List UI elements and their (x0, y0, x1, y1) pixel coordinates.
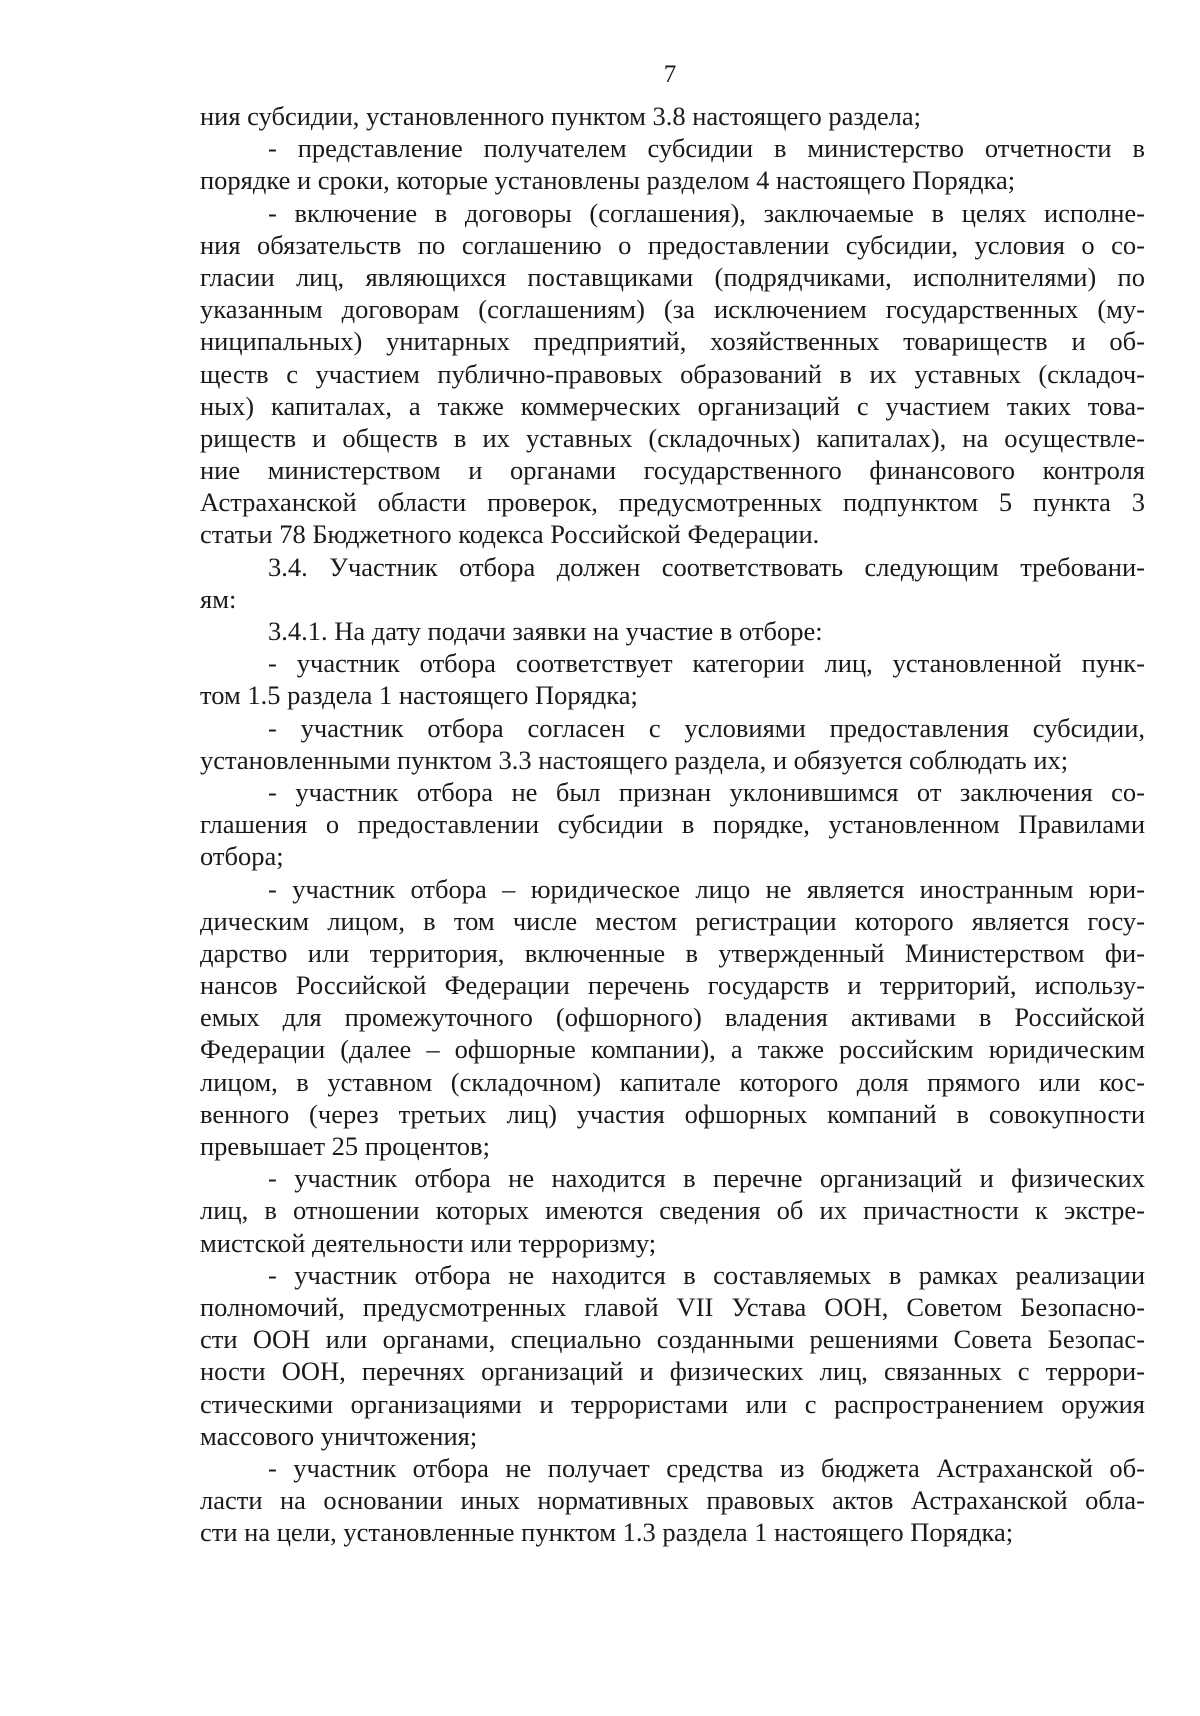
text-line: отбора; (200, 841, 284, 872)
text-line: риществ и обществ в их уставных (складочных) капиталах), на осуществле- (200, 422, 1145, 453)
text-line: ям: (200, 583, 237, 614)
text-line: ния обязательств по соглашению о предоставлении субсидии, условия о со- (200, 229, 1145, 260)
text-line: 3.4. Участник отбора должен соответствовать следующим требовани- (268, 551, 1145, 582)
text-line: - участник отбора не получает средства из бюджета Астраханской об- (268, 1452, 1145, 1483)
page-number: 7 (663, 61, 677, 88)
text-line: - представление получателем субсидии в министерство отчетности в (268, 133, 1145, 164)
paragraph (200, 197, 1145, 551)
paragraph (200, 647, 1145, 711)
text-line: венного (через третьих лиц) участия офшорных компаний в совокупности (200, 1098, 1145, 1129)
paragraph (200, 1452, 1145, 1549)
text-line: массового уничтожения; (200, 1420, 478, 1451)
text-line: - участник отбора не находится в составляемых в рамках реализации (268, 1259, 1145, 1290)
text-line: ласти на основании иных нормативных правовых актов Астраханской обла- (200, 1485, 1145, 1516)
text-line: полномочий, предусмотренных главой VII Устава ООН, Советом Безопасно- (200, 1291, 1145, 1322)
text-line: гласии лиц, являющихся поставщиками (подрядчиками, исполнителями) по (200, 261, 1145, 292)
text-line: ния субсидии, установленного пунктом 3.8 настоящего раздела; (200, 101, 921, 131)
text-line: - участник отбора соответствует категории лиц, установленной пунк- (268, 648, 1145, 679)
text-line: дическим лицом, в том числе местом регистрации которого является госу- (200, 905, 1145, 936)
text-line: 3.4.1. На дату подачи заявки на участие в отборе: (268, 616, 823, 646)
text-line: емых для промежуточного (офшорного) владения активами в Российской (200, 1002, 1145, 1033)
paragraph (200, 551, 1145, 615)
text-line: лицом, в уставном (складочном) капитале которого доля прямого или кос- (200, 1066, 1145, 1097)
paragraph (200, 100, 1145, 132)
text-line: ности ООН, перечнях организаций и физических лиц, связанных с террори- (200, 1356, 1145, 1387)
text-line: Астраханской области проверок, предусмотренных подпунктом 5 пункта 3 (200, 487, 1145, 518)
text-line: дарство или территория, включенные в утвержденный Министерством фи- (200, 937, 1145, 968)
text-line: ниципальных) унитарных предприятий, хозяйственных товариществ и об- (200, 326, 1145, 357)
paragraph (200, 712, 1145, 776)
paragraph (200, 615, 1145, 647)
text-line: сти ООН или органами, специально созданными решениями Совета Безопас- (200, 1324, 1145, 1355)
text-line: - участник отбора согласен с условиями предоставления субсидии, (268, 712, 1145, 743)
text-line: - включение в договоры (соглашения), заключаемые в целях исполне- (268, 197, 1145, 228)
paragraph (200, 132, 1145, 196)
document-body (200, 100, 1145, 1548)
text-line: ных) капиталах, а также коммерческих организаций с участием таких това- (200, 390, 1145, 421)
text-line: стическими организациями и террористами или с распространением оружия (200, 1388, 1145, 1419)
text-line: мистской деятельности или терроризму; (200, 1227, 657, 1258)
text-line: нансов Российской Федерации перечень государств и территорий, использу- (200, 970, 1145, 1001)
text-line: установленными пунктом 3.3 настоящего раздела, и обязуется соблюдать их; (200, 744, 1069, 775)
text-line: порядке и сроки, которые установлены разделом 4 настоящего Порядка; (200, 165, 1016, 196)
text-line: превышает 25 процентов; (200, 1131, 490, 1161)
text-line: том 1.5 раздела 1 настоящего Порядка; (200, 680, 638, 711)
text-line: сти на цели, установленные пунктом 1.3 раздела 1 настоящего Порядка; (200, 1517, 1014, 1548)
text-line: - участник отбора не находится в перечне организаций и физических (268, 1163, 1145, 1194)
text-line: глашения о предоставлении субсидии в порядке, установленном Правилами (200, 809, 1145, 840)
paragraph (200, 1162, 1145, 1259)
paragraph (200, 1259, 1145, 1452)
text-line: статьи 78 Бюджетного кодекса Российской Федерации. (200, 519, 820, 550)
text-line: указанным договорам (соглашениям) (за исключением государственных (му- (200, 294, 1145, 325)
text-line: Федерации (далее – офшорные компании), а также российским юридическим (200, 1034, 1145, 1065)
text-line: - участник отбора не был признан уклонившимся от заключения со- (268, 776, 1145, 807)
text-line: ние министерством и органами государственного финансового контроля (200, 455, 1145, 486)
text-line: лиц, в отношении которых имеются сведения об их причастности к экстре- (200, 1195, 1145, 1226)
paragraph (200, 873, 1145, 1163)
text-line: ществ с участием публично-правовых образований в их уставных (складоч- (200, 358, 1145, 389)
text-line: - участник отбора – юридическое лицо не является иностранным юри- (268, 873, 1145, 904)
paragraph (200, 776, 1145, 873)
